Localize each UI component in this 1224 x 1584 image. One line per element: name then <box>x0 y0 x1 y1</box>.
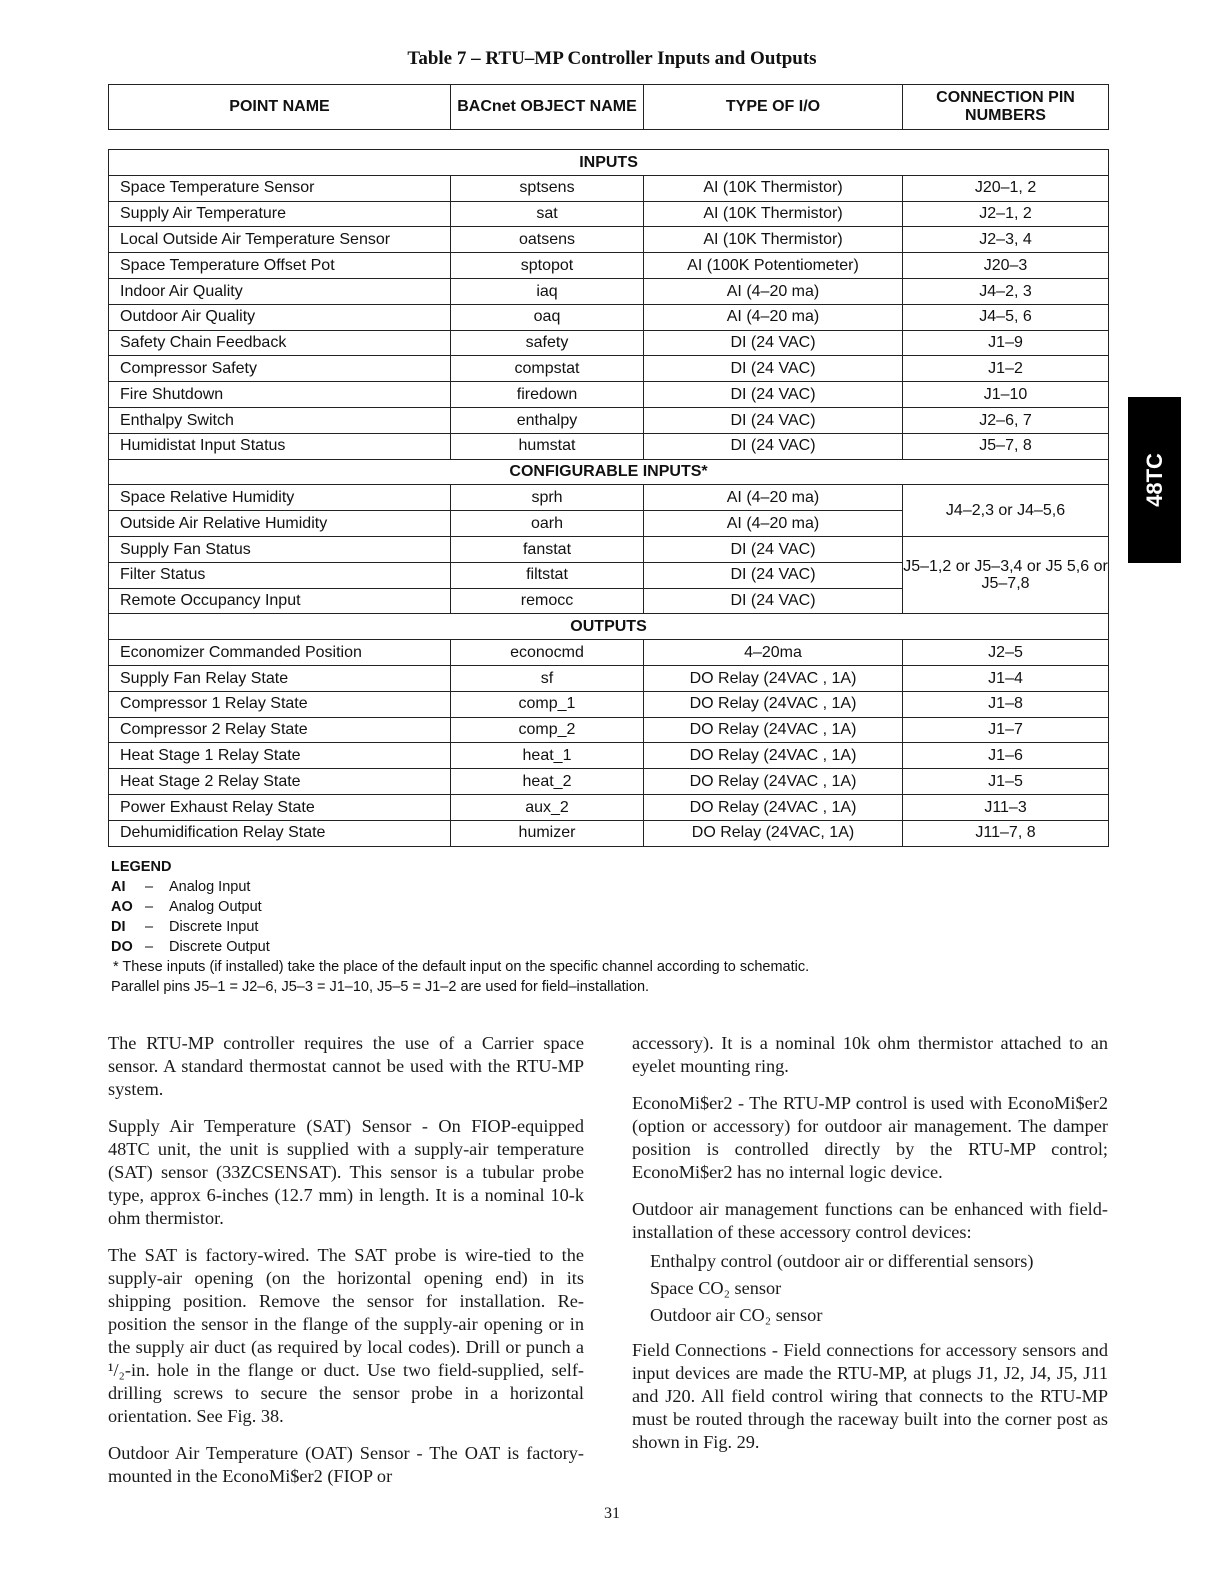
bacnet-name-cell: sprh <box>451 485 644 511</box>
io-type-cell: DI (24 VAC) <box>644 330 903 356</box>
io-type-cell: AI (10K Thermistor) <box>644 175 903 201</box>
bacnet-name-cell: comp_2 <box>451 717 644 743</box>
legend-abbr: AO <box>111 899 133 915</box>
point-name-cell: Dehumidification Relay State <box>109 820 451 846</box>
bacnet-name-cell: safety <box>451 330 644 356</box>
io-type-cell: AI (100K Potentiometer) <box>644 253 903 279</box>
io-type-cell: DO Relay (24VAC , 1A) <box>644 769 903 795</box>
pin-cell: J2–5 <box>903 640 1109 666</box>
table-row <box>109 278 1109 304</box>
header-point-name: POINT NAME <box>109 85 451 130</box>
legend <box>111 857 270 957</box>
pin-cell: J1–4 <box>903 665 1109 691</box>
bacnet-name-cell: filtstat <box>451 562 644 588</box>
table-row <box>109 382 1109 408</box>
header-connection-pin-numbers: CONNECTION PIN NUMBERS <box>903 85 1109 130</box>
point-name-cell: Space Temperature Sensor <box>109 175 451 201</box>
io-type-cell: DI (24 VAC) <box>644 382 903 408</box>
bacnet-name-cell: oarh <box>451 511 644 537</box>
section-row <box>109 459 1109 485</box>
io-type-cell: DI (24 VAC) <box>644 407 903 433</box>
io-type-cell: DO Relay (24VAC, 1A) <box>644 820 903 846</box>
point-name-cell: Compressor 1 Relay State <box>109 691 451 717</box>
io-table <box>108 149 1109 847</box>
point-name-cell: Remote Occupancy Input <box>109 588 451 614</box>
pin-cell: J1–6 <box>903 743 1109 769</box>
bacnet-name-cell: sat <box>451 201 644 227</box>
table-row <box>109 640 1109 666</box>
paragraph: accessory). It is a nominal 10k ohm thermistor attached to an eyelet mounting ring. <box>632 1033 1108 1076</box>
pin-cell: J1–10 <box>903 382 1109 408</box>
pin-cell: J2–6, 7 <box>903 407 1109 433</box>
bacnet-name-cell: enthalpy <box>451 407 644 433</box>
io-type-cell: AI (4–20 ma) <box>644 304 903 330</box>
list-item: Space CO₂ sensor <box>650 1278 782 1298</box>
io-type-cell: AI (4–20 ma) <box>644 511 903 537</box>
legend-text: Discrete Input <box>169 919 259 935</box>
section-heading-inputs: INPUTS <box>109 150 1109 176</box>
bacnet-name-cell: heat_1 <box>451 743 644 769</box>
table-row <box>109 485 1109 511</box>
bacnet-name-cell: econocmd <box>451 640 644 666</box>
io-type-cell: DO Relay (24VAC , 1A) <box>644 743 903 769</box>
point-name-cell: Humidistat Input Status <box>109 433 451 459</box>
section-row <box>109 614 1109 640</box>
header-type-of-io: TYPE OF I/O <box>644 85 903 130</box>
io-type-cell: AI (10K Thermistor) <box>644 201 903 227</box>
pin-cell: J11–7, 8 <box>903 820 1109 846</box>
legend-item <box>111 917 270 937</box>
pin-cell: J4–2,3 or J4–5,6 <box>903 485 1109 537</box>
legend-abbr: DI <box>111 919 126 935</box>
paragraph: The RTU-MP controller requires the use of a Carrier space sensor. A standard thermostat cannot be used with the RTU-MP system. <box>108 1033 584 1099</box>
bacnet-name-cell: remocc <box>451 588 644 614</box>
pin-cell: J2–1, 2 <box>903 201 1109 227</box>
table-row <box>109 304 1109 330</box>
io-type-cell: DO Relay (24VAC , 1A) <box>644 665 903 691</box>
accessory-list <box>632 1250 1108 1327</box>
list-item: Outdoor air CO₂ sensor <box>650 1305 823 1325</box>
point-name-cell: Space Relative Humidity <box>109 485 451 511</box>
section-heading-configurable: CONFIGURABLE INPUTS* <box>109 459 1109 485</box>
point-name-cell: Local Outside Air Temperature Sensor <box>109 227 451 253</box>
point-name-cell: Outside Air Relative Humidity <box>109 511 451 537</box>
point-name-cell: Compressor 2 Relay State <box>109 717 451 743</box>
paragraph: Outdoor Air Temperature (OAT) Sensor - The OAT is factory-mounted in the EconoMi$er2 (FIOP or <box>108 1443 584 1486</box>
table-row <box>109 794 1109 820</box>
pin-cell: J2–3, 4 <box>903 227 1109 253</box>
bacnet-name-cell: sf <box>451 665 644 691</box>
point-name-cell: Heat Stage 1 Relay State <box>109 743 451 769</box>
bacnet-name-cell: compstat <box>451 356 644 382</box>
paragraph: EconoMi$er2 - The RTU-MP control is used with EconoMi$er2 (option or accessory) for outdoor air management. The damper position is controlled directly by the RTU-MP control; EconoMi$er2 has no internal logic device. <box>632 1093 1108 1182</box>
legend-abbr: DO <box>111 939 133 955</box>
pin-cell: J4–2, 3 <box>903 278 1109 304</box>
point-name-cell: Economizer Commanded Position <box>109 640 451 666</box>
io-type-cell: DI (24 VAC) <box>644 356 903 382</box>
io-type-cell: DO Relay (24VAC , 1A) <box>644 691 903 717</box>
side-tab-label: 48TC <box>1141 453 1167 507</box>
point-name-cell: Supply Air Temperature <box>109 201 451 227</box>
table-row <box>109 820 1109 846</box>
right-text-column <box>632 1032 1108 1468</box>
side-tab <box>1128 397 1181 563</box>
table-row <box>109 536 1109 562</box>
legend-abbr: AI <box>111 879 126 895</box>
pin-cell: J20–3 <box>903 253 1109 279</box>
legend-dash: – <box>145 919 154 935</box>
legend-title: LEGEND <box>111 859 172 875</box>
table-row <box>109 201 1109 227</box>
point-name-cell: Heat Stage 2 Relay State <box>109 769 451 795</box>
bacnet-name-cell: humizer <box>451 820 644 846</box>
io-type-cell: DO Relay (24VAC , 1A) <box>644 794 903 820</box>
bacnet-name-cell: fanstat <box>451 536 644 562</box>
table-row <box>109 175 1109 201</box>
table-row <box>109 356 1109 382</box>
list-item: Enthalpy control (outdoor air or differential sensors) <box>650 1251 1034 1271</box>
point-name-cell: Supply Fan Relay State <box>109 665 451 691</box>
legend-dash: – <box>145 899 154 915</box>
table-title: Table 7 – RTU–MP Controller Inputs and Outputs <box>407 48 817 69</box>
legend-item <box>111 897 270 917</box>
bacnet-name-cell: sptsens <box>451 175 644 201</box>
io-type-cell: DI (24 VAC) <box>644 536 903 562</box>
pin-cell: J1–9 <box>903 330 1109 356</box>
table-row <box>109 691 1109 717</box>
table-row <box>109 407 1109 433</box>
point-name-cell: Filter Status <box>109 562 451 588</box>
page-number: 31 <box>604 1505 620 1522</box>
section-row <box>109 150 1109 176</box>
bacnet-name-cell: iaq <box>451 278 644 304</box>
pin-cell: J5–7, 8 <box>903 433 1109 459</box>
pin-cell: J4–5, 6 <box>903 304 1109 330</box>
table-row <box>109 717 1109 743</box>
point-name-cell: Safety Chain Feedback <box>109 330 451 356</box>
table-row <box>109 665 1109 691</box>
paragraph: Outdoor air management functions can be enhanced with field-installation of these accessory control devices: <box>632 1199 1108 1242</box>
point-name-cell: Compressor Safety <box>109 356 451 382</box>
io-type-cell: AI (4–20 ma) <box>644 485 903 511</box>
io-type-cell: AI (10K Thermistor) <box>644 227 903 253</box>
bacnet-name-cell: oatsens <box>451 227 644 253</box>
point-name-cell: Outdoor Air Quality <box>109 304 451 330</box>
legend-text: Analog Output <box>169 899 262 915</box>
table-row <box>109 769 1109 795</box>
pin-cell: J11–3 <box>903 794 1109 820</box>
pin-cell: J1–7 <box>903 717 1109 743</box>
pin-cell: J1–8 <box>903 691 1109 717</box>
table-row <box>109 330 1109 356</box>
legend-item <box>111 937 270 957</box>
bacnet-name-cell: heat_2 <box>451 769 644 795</box>
left-text-column <box>108 1032 584 1502</box>
bacnet-name-cell: comp_1 <box>451 691 644 717</box>
legend-dash: – <box>145 879 154 895</box>
header-bacnet-object-name: BACnet OBJECT NAME <box>451 85 644 130</box>
parallel-pins-note: Parallel pins J5–1 = J2–6, J5–3 = J1–10, J5–5 = J1–2 are used for field–installation. <box>111 979 650 995</box>
table-row <box>109 743 1109 769</box>
io-type-cell: DI (24 VAC) <box>644 588 903 614</box>
bacnet-name-cell: aux_2 <box>451 794 644 820</box>
table-row <box>109 433 1109 459</box>
point-name-cell: Supply Fan Status <box>109 536 451 562</box>
bacnet-name-cell: firedown <box>451 382 644 408</box>
point-name-cell: Indoor Air Quality <box>109 278 451 304</box>
io-type-cell: 4–20ma <box>644 640 903 666</box>
io-type-cell: DI (24 VAC) <box>644 562 903 588</box>
io-type-cell: DO Relay (24VAC , 1A) <box>644 717 903 743</box>
bacnet-name-cell: sptopot <box>451 253 644 279</box>
io-type-cell: DI (24 VAC) <box>644 433 903 459</box>
legend-item <box>111 877 270 897</box>
paragraph: Supply Air Temperature (SAT) Sensor - On FIOP-equipped 48TC unit, the unit is supplied with a supply-air temperature (SAT) sensor (33ZCSENSAT). This sensor is a tubular probe type, approx 6-inches (12.7 mm) in length. It is a nominal 10-k ohm thermistor. <box>108 1116 584 1228</box>
paragraph: Field Connections - Field connections for accessory sensors and input devices are made the RTU-MP, at plugs J1, J2, J4, J5, J11 and J20. All field control wiring that connects to the RTU-MP must be routed through the raceway built into the corner post as shown in Fig. 29. <box>632 1340 1108 1452</box>
pin-cell: J5–1,2 or J5–3,4 or J5 5,6 or J5–7,8 <box>903 536 1109 613</box>
section-heading-outputs: OUTPUTS <box>109 614 1109 640</box>
point-name-cell: Fire Shutdown <box>109 382 451 408</box>
point-name-cell: Space Temperature Offset Pot <box>109 253 451 279</box>
legend-text: Discrete Output <box>169 939 270 955</box>
paragraph: The SAT is factory-wired. The SAT probe is wire-tied to the supply-air opening (on the horizontal opening end) in its shipping position. Remove the sensor for installation. Re-position the sensor in the flange of the supply-air opening or in the supply air duct (as required by local codes). Drill or punch a ¹/₂-in. hole in the flange or duct. Use two field-supplied, self-drilling screws to secure the sensor probe in a horizontal orientation. See Fig. 38. <box>108 1245 584 1426</box>
footnote: * These inputs (if installed) take the place of the default input on the specific channel according to schematic. <box>113 959 810 975</box>
legend-text: Analog Input <box>169 879 251 895</box>
pin-cell: J1–5 <box>903 769 1109 795</box>
bacnet-name-cell: oaq <box>451 304 644 330</box>
table-row <box>109 227 1109 253</box>
table-header <box>108 84 1109 130</box>
pin-cell: J1–2 <box>903 356 1109 382</box>
bacnet-name-cell: humstat <box>451 433 644 459</box>
point-name-cell: Enthalpy Switch <box>109 407 451 433</box>
table-row <box>109 253 1109 279</box>
point-name-cell: Power Exhaust Relay State <box>109 794 451 820</box>
table-notes <box>111 957 809 997</box>
io-type-cell: AI (4–20 ma) <box>644 278 903 304</box>
pin-cell: J20–1, 2 <box>903 175 1109 201</box>
legend-dash: – <box>145 939 154 955</box>
